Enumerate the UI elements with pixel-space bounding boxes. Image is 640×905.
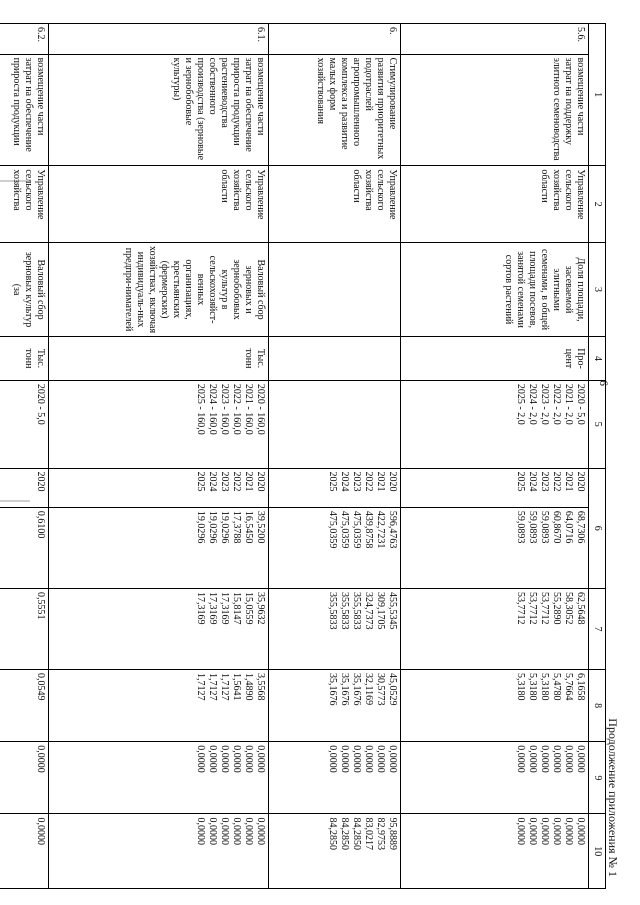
measure-name: Стимулирование развития приоритетных подотраслей агропромышленного комплекса и развитие малых форм хозяйствования bbox=[269, 54, 401, 166]
responsible-org: Управление сельского хозяйства bbox=[0, 166, 49, 243]
col-header: 10 bbox=[589, 814, 606, 889]
target-values: 2020 - 5,0 2021 - 2,0 2022 - 2,0 2023 - 2,0 2024 - 2,0 2025 - 2,0 bbox=[401, 380, 589, 468]
target-values bbox=[269, 380, 401, 468]
indicator-name bbox=[269, 242, 401, 336]
table-row bbox=[401, 24, 589, 889]
col9-values: 0,0000 0,0000 0,0000 0,0000 0,0000 0,0000 bbox=[269, 742, 401, 814]
program-table bbox=[0, 23, 606, 889]
unit bbox=[269, 337, 401, 381]
col-header: 9 bbox=[589, 742, 606, 814]
col-header: 3 bbox=[589, 242, 606, 336]
col8-values: 45,0529 30,5773 32,1169 35,1676 35,1676 35,1676 bbox=[269, 669, 401, 741]
col-header: 2 bbox=[589, 166, 606, 243]
unit: Тыс. тонн bbox=[49, 337, 269, 381]
years: 2020 2021 2022 2023 2024 2025 bbox=[49, 468, 269, 507]
unit: Про-цент bbox=[401, 337, 589, 381]
col8-values: 6,1658 5,7664 5,4780 5,3180 5,3180 5,3180 bbox=[401, 669, 589, 741]
col-header: 6 bbox=[589, 468, 606, 588]
col10-values: 95,8889 82,9753 83,0217 84,2850 84,2850 84,2850 bbox=[269, 814, 401, 889]
row-number: 5.6. bbox=[401, 24, 589, 55]
col6-values: 0,6100 bbox=[0, 507, 49, 588]
col9-values: 0,0000 0,0000 0,0000 0,0000 0,0000 0,0000 bbox=[49, 742, 269, 814]
col6-values: 596,4763 422,7231 439,8758 475,0359 475,0359 475,0359 bbox=[269, 507, 401, 588]
col7-values: 0,5551 bbox=[0, 588, 49, 669]
measure-name: возмещение части затрат на поддержку элитного семеноводства bbox=[401, 54, 589, 166]
col10-values: 0,0000 bbox=[0, 814, 49, 889]
col-header: 8 bbox=[589, 669, 606, 741]
row-number: 6.1. bbox=[49, 24, 269, 55]
target-values: 2020 - 5,0 bbox=[0, 380, 49, 468]
col-header: 4 bbox=[589, 337, 606, 381]
col7-values: 455,5345 309,1705 324,7373 355,5833 355,5833 355,5833 bbox=[269, 588, 401, 669]
col7-values: 62,5648 58,3052 55,2890 53,7712 53,7712 53,7712 bbox=[401, 588, 589, 669]
col6-values: 68,7306 64,0716 60,8670 59,0893 59,0893 59,0893 bbox=[401, 507, 589, 588]
measure-name: возмещение части затрат на обеспечение прироста продукции растениеводства собственного производства (зерновые и зернобобовые культуры) bbox=[49, 54, 269, 166]
table-row bbox=[0, 24, 49, 889]
page-number: 6 bbox=[597, 380, 611, 386]
table-row bbox=[269, 24, 401, 889]
col10-values: 0,0000 0,0000 0,0000 0,0000 0,0000 0,0000 bbox=[401, 814, 589, 889]
col9-values: 0,0000 bbox=[0, 742, 49, 814]
col-header: 1 bbox=[589, 24, 606, 166]
years: 2020 bbox=[0, 468, 49, 507]
col9-values: 0,0000 0,0000 0,0000 0,0000 0,0000 0,0000 bbox=[401, 742, 589, 814]
responsible-org: Управление сельского хозяйства области bbox=[401, 166, 589, 243]
target-values: 2020 - 160,0 2021 - 160,0 2022 - 160,0 2023 - 160,0 2024 - 160,0 2025 - 160,0 bbox=[49, 380, 269, 468]
col-header: 5 bbox=[589, 380, 606, 468]
row-number: 6.2. bbox=[0, 24, 49, 55]
unit: Тыс. тонн bbox=[0, 337, 49, 381]
col7-values: 35,9632 15,0559 15,8147 17,3169 17,3169 17,3169 bbox=[49, 588, 269, 669]
indicator-name: Доля площади, засеваемой элитными семенами, в общей площади посевов, занятой семенами сортов растений bbox=[401, 242, 589, 336]
continuation-header: Продолжение приложения № 1 bbox=[606, 718, 620, 877]
col6-values: 39,5200 16,5450 17,3788 19,0296 19,0296 19,0296 bbox=[49, 507, 269, 588]
indicator-name: Валовый сбор зерновых и зернобобовых культур в сельскохозяйст-венных организациях, крестьянских (фермерских) хозяйствах, включая индивидуаль-ных предпри-нимателей bbox=[49, 242, 269, 336]
col8-values: 0,0549 bbox=[0, 669, 49, 741]
col10-values: 0,0000 0,0000 0,0000 0,0000 0,0000 0,0000 bbox=[49, 814, 269, 889]
row-number: 6. bbox=[269, 24, 401, 55]
years: 2020 2021 2022 2023 2024 2025 bbox=[401, 468, 589, 507]
years: 2020 2021 2022 2023 2024 2025 bbox=[269, 468, 401, 507]
indicator-name: Валовый сбор зерновых культур (за bbox=[0, 242, 49, 336]
responsible-org: Управление сельского хозяйства области bbox=[49, 166, 269, 243]
table-row bbox=[49, 24, 269, 889]
col8-values: 3,5568 1,4890 1,5641 1,7127 1,7127 1,7127 bbox=[49, 669, 269, 741]
header-row bbox=[589, 24, 606, 889]
responsible-org: Управление сельского хозяйства области bbox=[269, 166, 401, 243]
col-header: 7 bbox=[589, 588, 606, 669]
measure-name: возмещение части затрат на обеспечение прироста продукции bbox=[0, 54, 49, 166]
